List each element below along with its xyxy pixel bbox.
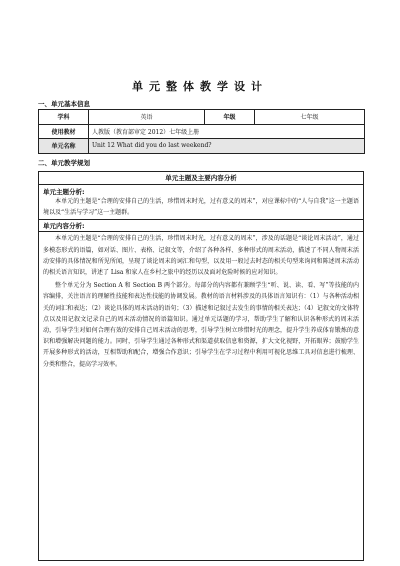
document-title: 单元整体教学设计	[132, 80, 268, 93]
theme-analysis-text: 本单元的主题是“合理的安排自己的生活，珍惜周末时光，过有意义的周末”，对应课标中的“人与自我”这一主题语境以及“生活与学习”这一主题群。	[39, 196, 363, 220]
planning-header: 单元主题及主要内容分析	[39, 172, 363, 185]
content-analysis-title: 单元内容分析:	[39, 220, 363, 232]
subject-value: 英语	[89, 110, 205, 125]
unit-name-label: 单元名称	[39, 139, 89, 154]
content-analysis-paragraph-2: 整个单元分为 Section A 和 Section B 两个部分。每部分的内容都有兼顾学生“听、说、读、看、写”等技能的内容编排，关注语言的理解性技能和表达性技能的协调发展。教材的语言材料涉及的具体语言知识有：（1）与各种活动相关的词汇和表达；（2）谈论具体的周末活动的语句；（3）描述和记叙过去发生的事情的相关表达；（4）记叙文的文体特点以及用记叙文记录自己的周末活动情况的语篇知识。通过单元话题的学习，帮助学生了解和认识各种形式的周末活动，引导学生对如何合理有效的安排自己周末活动的思考，引导学生树立珍惜时光的理念，提升学生养成体育锻炼的意识和增强解决问题的能力。同时，引导学生通过各种形式和渠道获取信息和资源，扩大文化视野，开拓眼界；鼓励学生开展多种形式的活动，互相帮助和配合，增强合作意识；引导学生在学习过程中利用可视化思维工具对信息进行梳理、分类和整合，提高学习效率。	[43, 282, 359, 368]
unit-planning-box	[38, 171, 364, 561]
theme-analysis-title: 单元主题分析:	[43, 188, 85, 196]
grade-value: 七年级	[255, 110, 365, 125]
content-analysis-paragraph-1: 本单元的主题是“合理的安排自己的生活，珍惜周末时光，过有意义的周末”，涉及的话题是“谈论周末活动”，通过多模态形式的语篇，如对话、图片、表格、记叙文等，介绍了各种各样、多种形式的周末活动，描述了不同人物周末活动安排的具体情况和所见所闻，呈现了谈论周末的词汇和句型，以及用一般过去时态的相关句型来询问和陈述周末活动的相关语言知识，讲述了 Lisa 和家人在乡村之旅中的经历以及面对危险时候的应对知识。	[43, 235, 359, 277]
unit-name-value: Unit 12 What did you do last weekend?	[89, 139, 365, 154]
subject-label: 学科	[39, 110, 89, 125]
basic-info-table	[38, 109, 365, 154]
grade-label: 年级	[205, 110, 255, 125]
section-heading-planning: 二、单元教学规划	[38, 159, 90, 167]
textbook-value: 人教版（教育部审定 2012）七年级上册	[89, 124, 365, 139]
section-heading-basic-info: 一、单元基本信息	[38, 100, 90, 108]
textbook-label: 使用教材	[39, 124, 89, 139]
